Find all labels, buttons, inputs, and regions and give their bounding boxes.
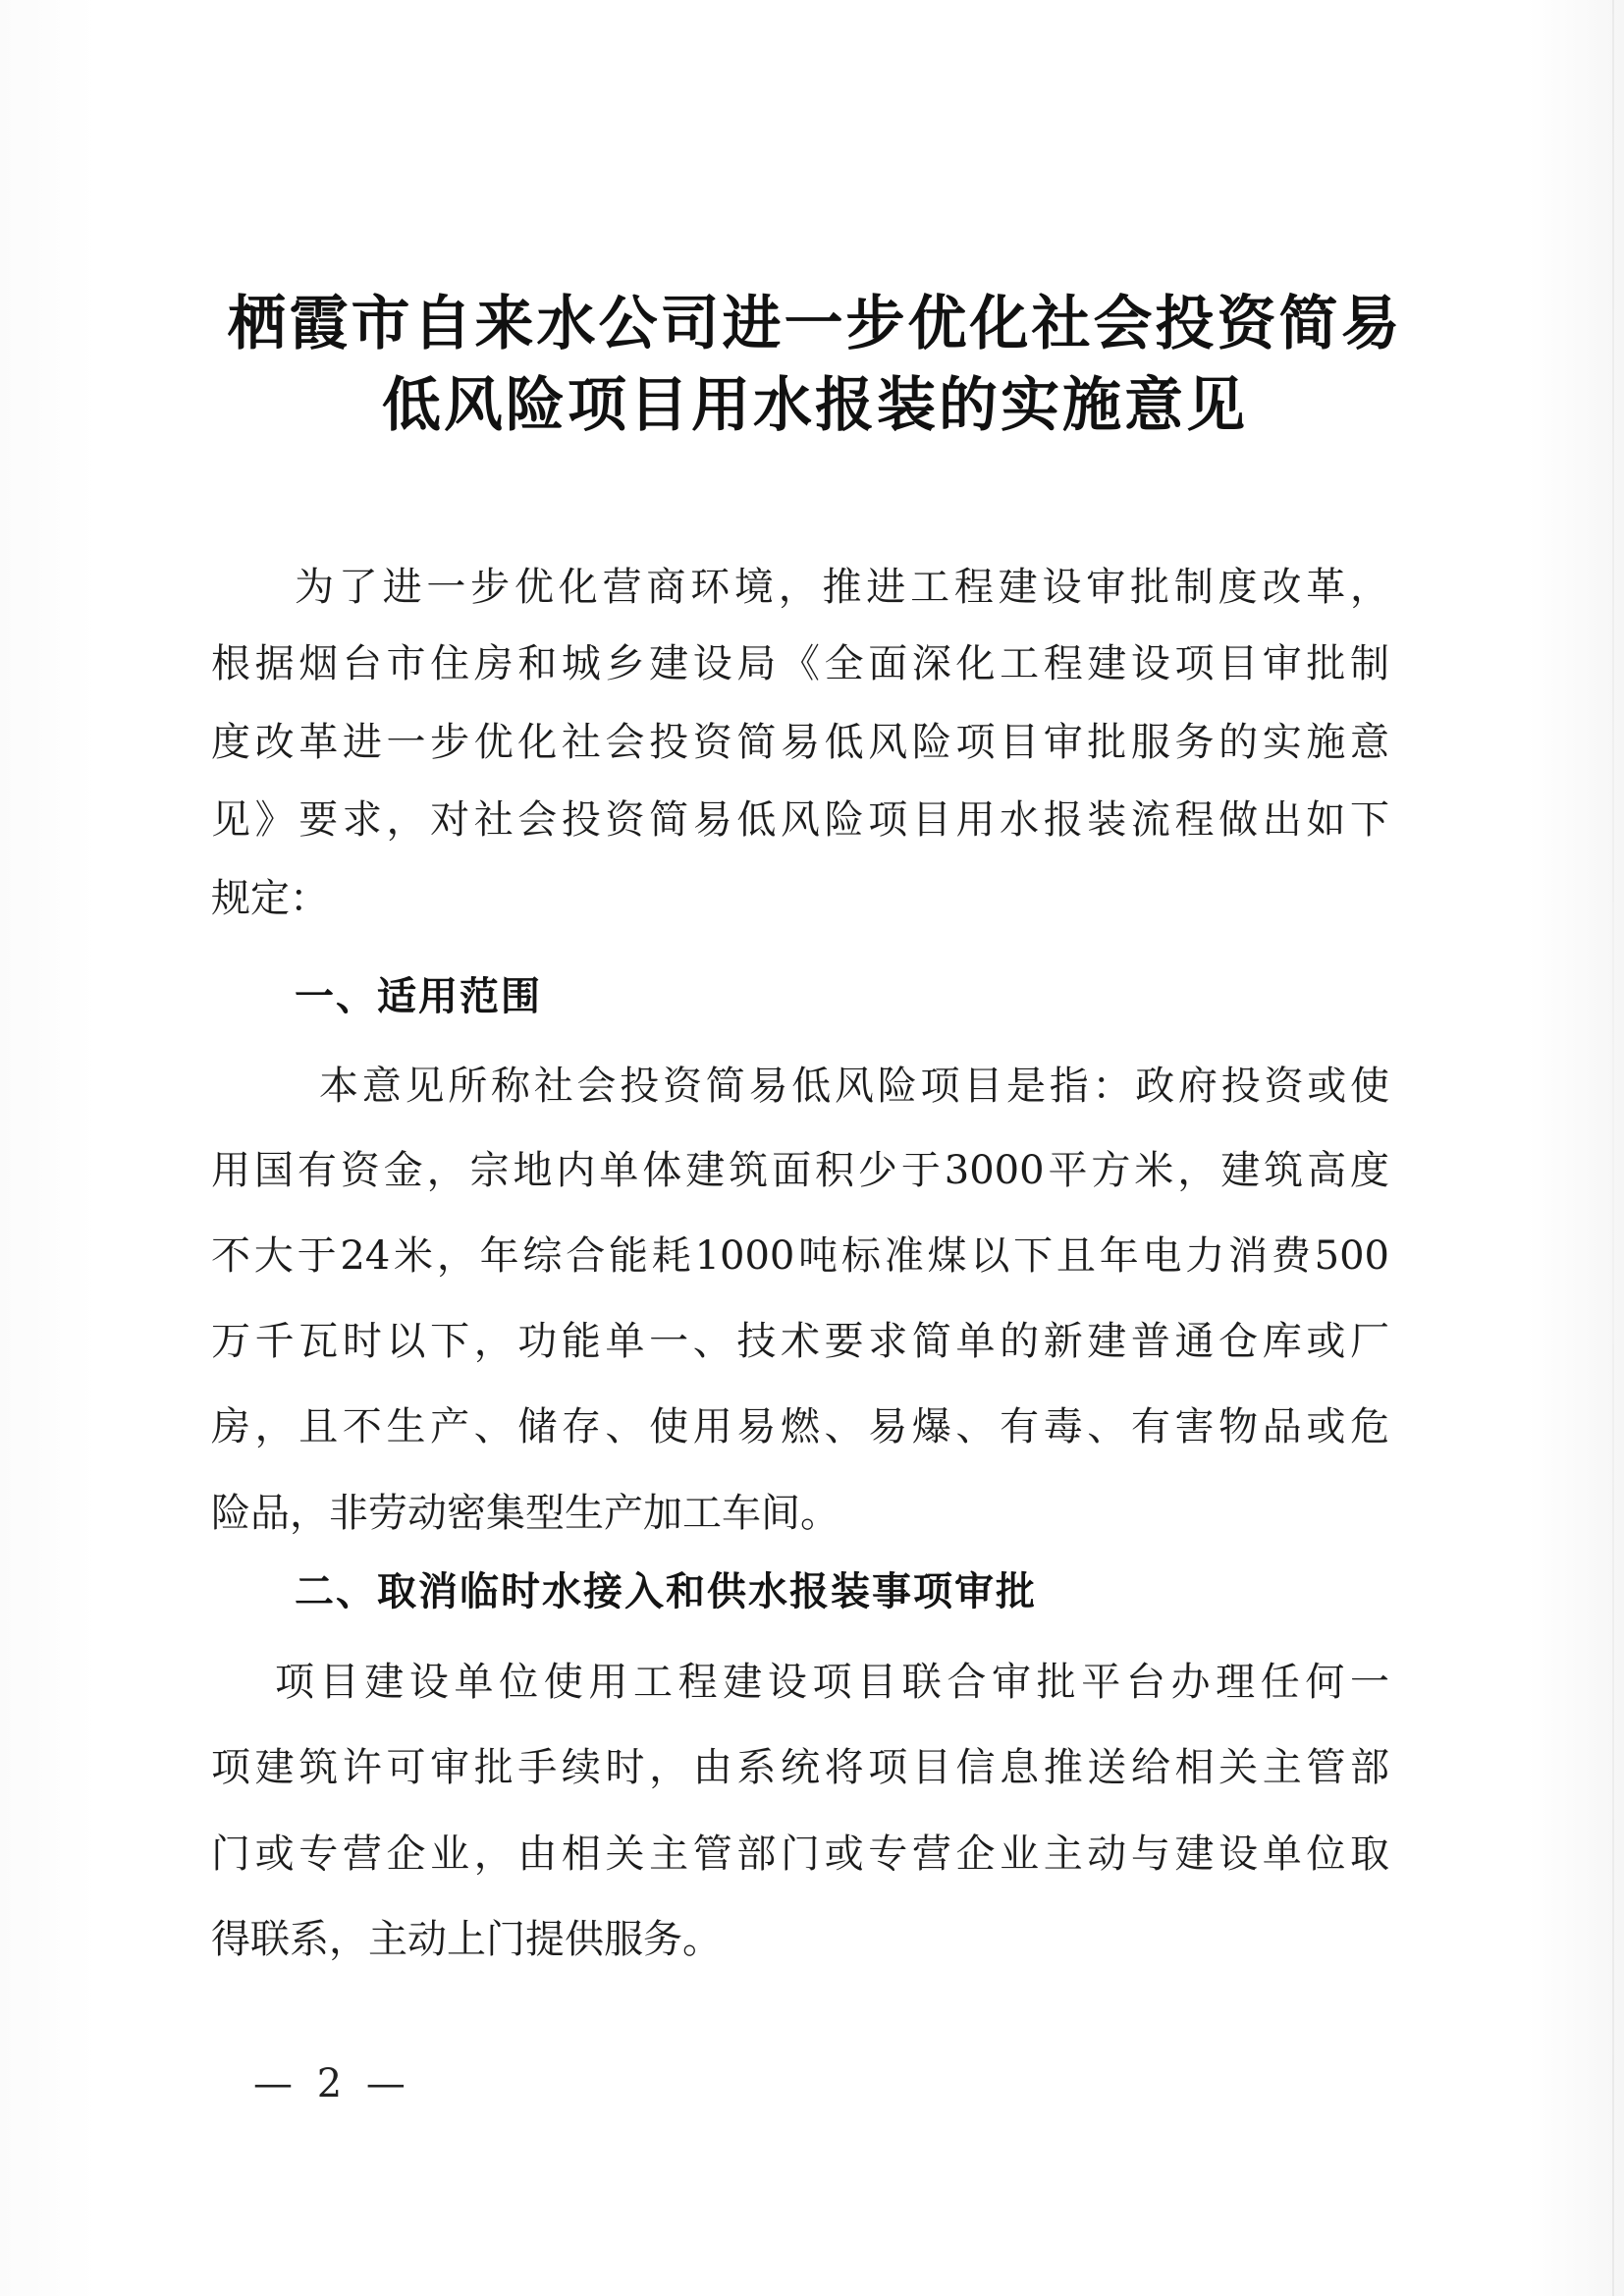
section-1-line-5: 房，且不生产、储存、使用易燃、易爆、有毒、有害物品或危 — [211, 1404, 1389, 1449]
section-1-line-1: 本意见所称社会投资简易低风险项目是指：政府投资或使 — [319, 1064, 1389, 1109]
document-title-line-1: 栖霞市自来水公司进一步优化社会投资简易 — [227, 290, 1403, 358]
intro-line-4: 见》要求，对社会投资简易低风险项目用水报装流程做出如下 — [211, 797, 1389, 843]
page-number: — 2 — — [253, 2061, 411, 2106]
section-2-heading: 二、取消临时水接入和供水报装事项审批 — [295, 1569, 1037, 1614]
document-title-line-2: 低风险项目用水报装的实施意见 — [382, 371, 1248, 440]
section-2-line-4: 得联系，主动上门提供服务。 — [211, 1917, 722, 1962]
section-1-line-6: 险品，非劳动密集型生产加工车间。 — [211, 1491, 839, 1536]
section-1-line-2: 用国有资金，宗地内单体建筑面积少于3000平方米，建筑高度 — [211, 1148, 1389, 1193]
section-2-line-3: 门或专营企业，由相关主管部门或专营企业主动与建设单位取 — [211, 1831, 1389, 1877]
section-1-line-3: 不大于24米，年综合能耗1000吨标准煤以下且年电力消费500 — [211, 1233, 1389, 1279]
intro-line-3: 度改革进一步优化社会投资简易低风险项目审批服务的实施意 — [211, 720, 1389, 765]
intro-line-5: 规定： — [211, 876, 329, 921]
section-1-heading: 一、适用范围 — [295, 974, 542, 1019]
section-2-line-1: 项目建设单位使用工程建设项目联合审批平台办理任何一 — [275, 1660, 1389, 1705]
scan-edge-shadow — [1612, 0, 1614, 2296]
section-2-line-2: 项建筑许可审批手续时，由系统将项目信息推送给相关主管部 — [211, 1745, 1389, 1790]
intro-line-2: 根据烟台市住房和城乡建设局《全面深化工程建设项目审批制 — [211, 641, 1389, 686]
intro-line-1: 为了进一步优化营商环境，推进工程建设审批制度改革， — [295, 565, 1389, 610]
section-1-line-4: 万千瓦时以下，功能单一、技术要求简单的新建普通仓库或厂 — [211, 1319, 1389, 1364]
